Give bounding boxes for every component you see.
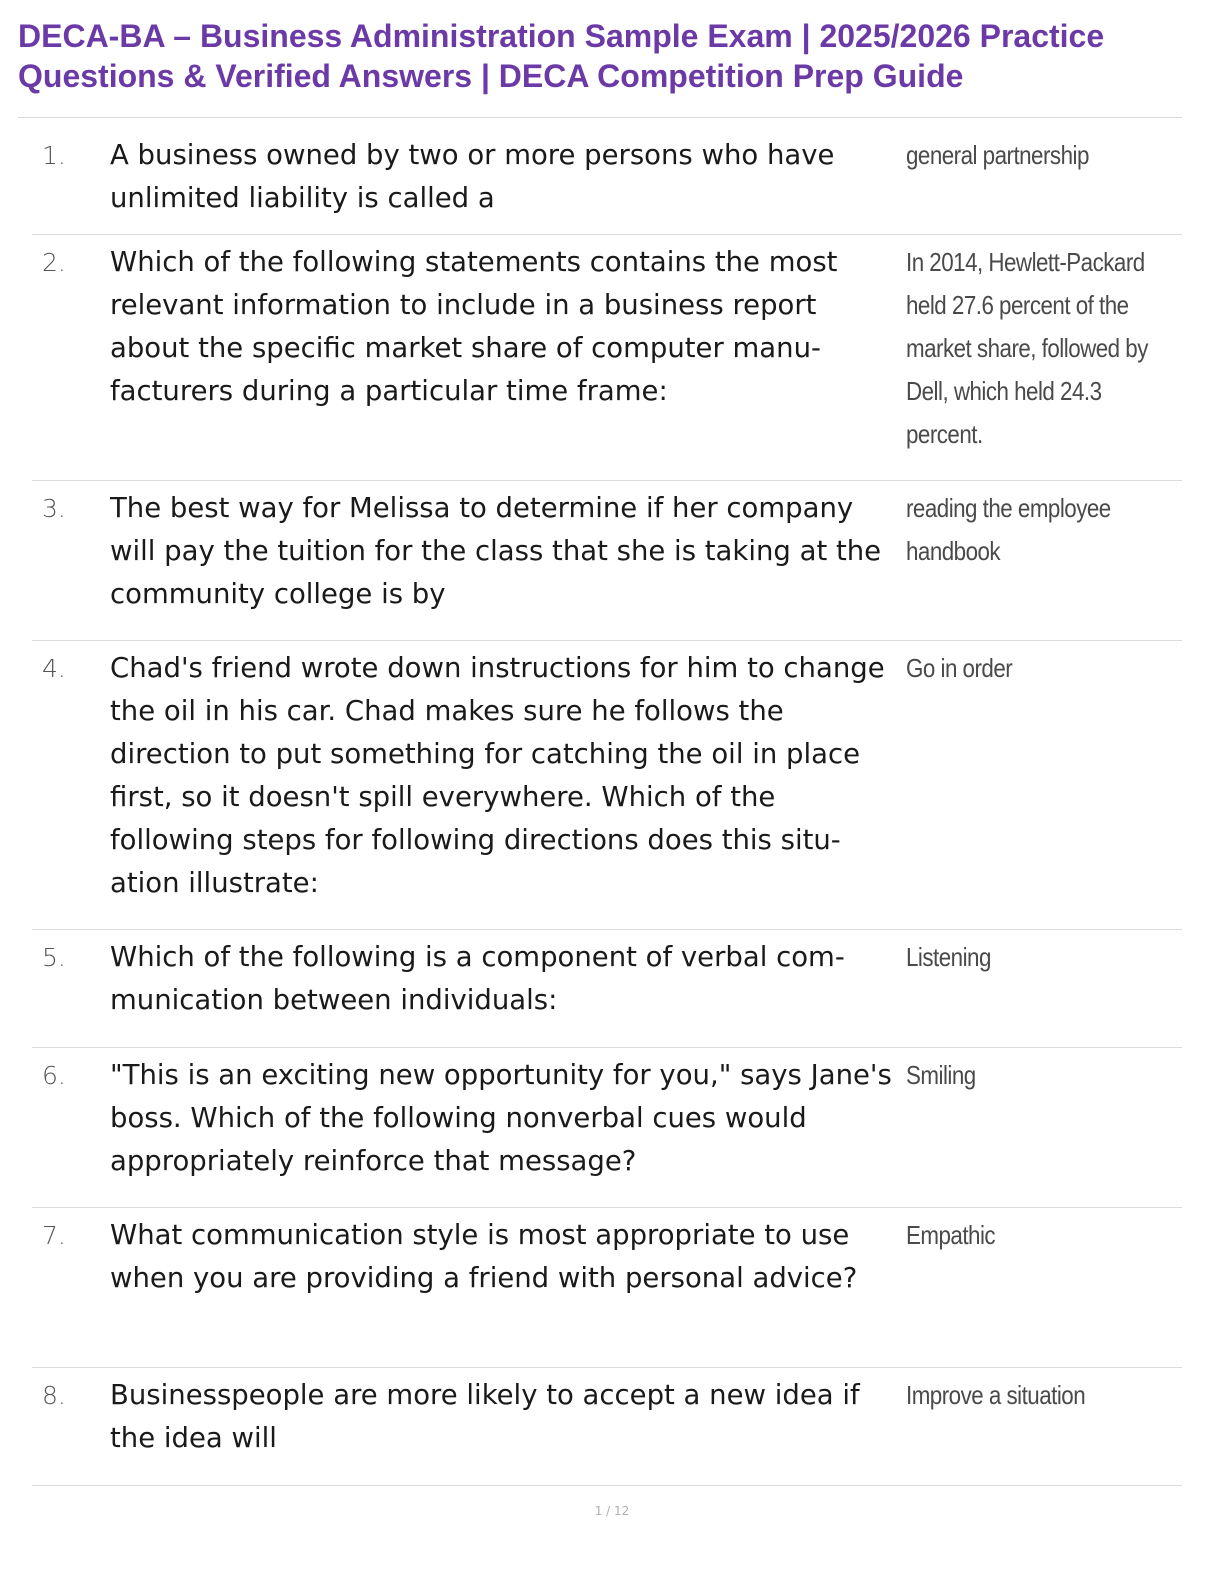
- document-title: DECA-BA – Business Administration Sample Exam | 2025/2026 Practice Questions & Verified Answers | DECA Competition Prep Guide: [18, 18, 1105, 94]
- question-number: 4.: [42, 654, 66, 683]
- question-row-2: [32, 235, 1182, 481]
- answer-text: [906, 1214, 1178, 1257]
- question-number: 8.: [42, 1381, 66, 1410]
- question-row-5: [32, 930, 1182, 1048]
- question-row-7: [32, 1208, 1182, 1368]
- answer-label: Improve a situation: [906, 1380, 1086, 1410]
- title-divider: [18, 117, 1182, 118]
- question-row-4: [32, 641, 1182, 930]
- question-text: The best way for Melissa to determine if her company will pay the tuition for the class that she is taking at the community college is by: [110, 492, 882, 610]
- question-list: [32, 128, 1182, 1486]
- question-text: Which of the following is a component of verbal com-munication between individuals:: [110, 941, 845, 1016]
- question-row-1: [32, 128, 1182, 235]
- question-number: 1.: [42, 141, 66, 170]
- answer-label: Empathic: [906, 1220, 996, 1250]
- answer-label: Smiling: [906, 1060, 976, 1090]
- question-text: What communication style is most appropriate to use when you are providing a friend with personal advice?: [110, 1219, 858, 1294]
- answer-label: Listening: [906, 942, 991, 972]
- question-number: 2.: [42, 248, 66, 277]
- page-number: 1 / 12: [594, 1504, 630, 1518]
- question-number: 5.: [42, 943, 66, 972]
- answer-label: general partnership: [906, 140, 1089, 170]
- question-row-8: [32, 1368, 1182, 1486]
- answer-label: In 2014, Hewlett-Packard held 27.6 percent of the market share, followed by Dell, which held 24.3 percent.: [906, 247, 1148, 449]
- question-row-6: [32, 1048, 1182, 1208]
- answer-text: [906, 487, 1178, 573]
- answer-text: [906, 936, 1178, 979]
- answer-text: [906, 1054, 1178, 1097]
- question-row-3: [32, 481, 1182, 641]
- answer-label: reading the employee handbook: [906, 493, 1111, 566]
- answer-label: Go in order: [906, 653, 1013, 683]
- question-text: Businesspeople are more likely to accept a new idea if the idea will: [110, 1379, 860, 1454]
- question-number: 3.: [42, 494, 66, 523]
- answer-text: [906, 134, 1178, 177]
- answer-text: [906, 1374, 1178, 1417]
- question-text: "This is an exciting new opportunity for you," says Jane's boss. Which of the following nonverbal cues would appropriately reinforce that message?: [110, 1059, 892, 1177]
- question-number: 6.: [42, 1061, 66, 1090]
- question-text: Which of the following statements contains the most relevant information to include in a business report about the specific market share of computer manu-facturers during a particular time frame:: [110, 246, 838, 407]
- question-number: 7.: [42, 1221, 66, 1250]
- answer-text: [906, 647, 1178, 690]
- question-text: Chad's friend wrote down instructions for him to change the oil in his car. Chad makes sure he follows the direction to put something for catching the oil in place first, so it doesn't spill everywhere. Which of the following steps for following directions does this situ-ation illustrate:: [110, 652, 885, 899]
- answer-text: [906, 241, 1178, 456]
- question-text: A business owned by two or more persons who have unlimited liability is called a: [110, 139, 835, 214]
